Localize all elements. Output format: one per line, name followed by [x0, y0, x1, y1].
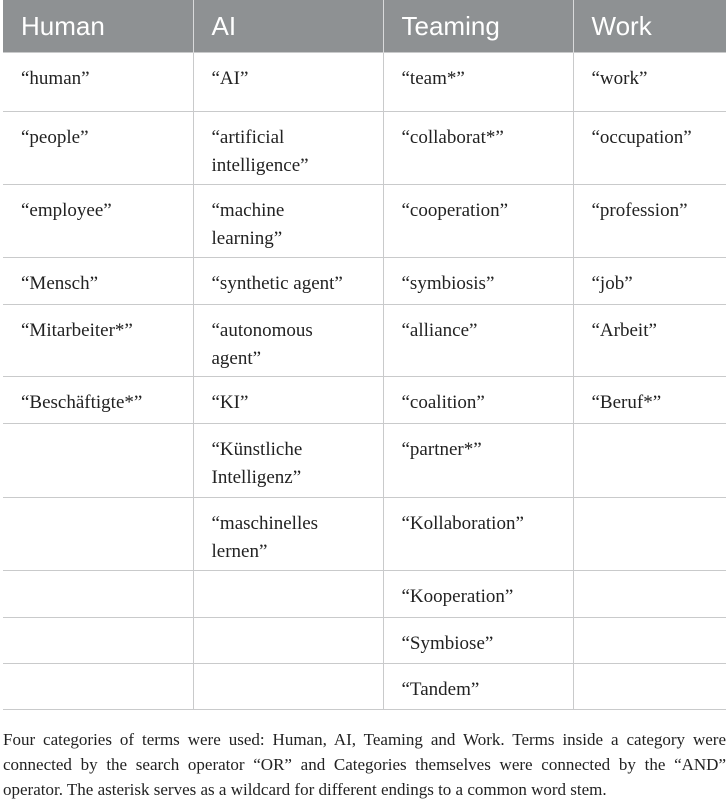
table-cell: “cooperation”	[383, 185, 573, 258]
table-cell: “human”	[3, 53, 193, 112]
table-row	[3, 664, 726, 710]
table-cell	[3, 618, 193, 664]
table-cell: “team*”	[383, 53, 573, 112]
table-cell	[573, 571, 726, 618]
table-cell: “Beschäftigte*”	[3, 377, 193, 424]
table-cell: “Mitarbeiter*”	[3, 305, 193, 377]
header-teaming: Teaming	[383, 0, 573, 53]
table-cell	[3, 571, 193, 618]
table-cell: “autonomous agent”	[193, 305, 383, 377]
table-row	[3, 424, 726, 498]
table-cell: “people”	[3, 112, 193, 185]
table-cell: “employee”	[3, 185, 193, 258]
table-cell: “Tandem”	[383, 664, 573, 710]
table-cell: “Symbiose”	[383, 618, 573, 664]
table-cell	[193, 571, 383, 618]
table-cell: “AI”	[193, 53, 383, 112]
header-row	[3, 0, 726, 53]
table-row	[3, 185, 726, 258]
table-cell: “job”	[573, 258, 726, 305]
table-cell: “collaborat*”	[383, 112, 573, 185]
table-cell: “profession”	[573, 185, 726, 258]
table-caption: Four categories of terms were used: Human, AI, Teaming and Work. Terms inside a category were connected by the search operator “OR” and Categories themselves were connected by the “AND” operator. The asterisk serves as a wildcard for different endings to a common word stem.	[3, 730, 726, 799]
table-cell: “Beruf*”	[573, 377, 726, 424]
table-body	[3, 53, 726, 710]
table-row	[3, 112, 726, 185]
table-cell: “Kooperation”	[383, 571, 573, 618]
table-cell	[573, 618, 726, 664]
header-human: Human	[3, 0, 193, 53]
table-cell: “synthetic agent”	[193, 258, 383, 305]
table-cell: “work”	[573, 53, 726, 112]
table-cell	[3, 498, 193, 571]
table-row	[3, 305, 726, 377]
table-cell: “Mensch”	[3, 258, 193, 305]
table-row	[3, 377, 726, 424]
header-ai: AI	[193, 0, 383, 53]
table-cell: “maschinelles lernen”	[193, 498, 383, 571]
table-cell: “KI”	[193, 377, 383, 424]
header-work: Work	[573, 0, 726, 53]
search-terms-table	[3, 0, 726, 710]
table-row	[3, 53, 726, 112]
table-row	[3, 571, 726, 618]
table-cell	[193, 664, 383, 710]
table-cell: “alliance”	[383, 305, 573, 377]
table-header	[3, 0, 726, 53]
search-terms-table-container	[3, 0, 726, 710]
table-cell	[3, 664, 193, 710]
table-cell: “symbiosis”	[383, 258, 573, 305]
table-cell	[573, 664, 726, 710]
table-cell: “occupation”	[573, 112, 726, 185]
table-cell: “Arbeit”	[573, 305, 726, 377]
table-cell	[193, 618, 383, 664]
table-row	[3, 618, 726, 664]
table-cell: “Kollaboration”	[383, 498, 573, 571]
table-row	[3, 498, 726, 571]
table-cell: “machine learning”	[193, 185, 383, 258]
table-row	[3, 258, 726, 305]
table-cell	[3, 424, 193, 498]
table-cell: “Künstliche Intelligenz”	[193, 424, 383, 498]
table-cell: “coalition”	[383, 377, 573, 424]
table-cell	[573, 498, 726, 571]
table-cell: “artificial intelligence”	[193, 112, 383, 185]
table-cell: “partner*”	[383, 424, 573, 498]
table-cell	[573, 424, 726, 498]
